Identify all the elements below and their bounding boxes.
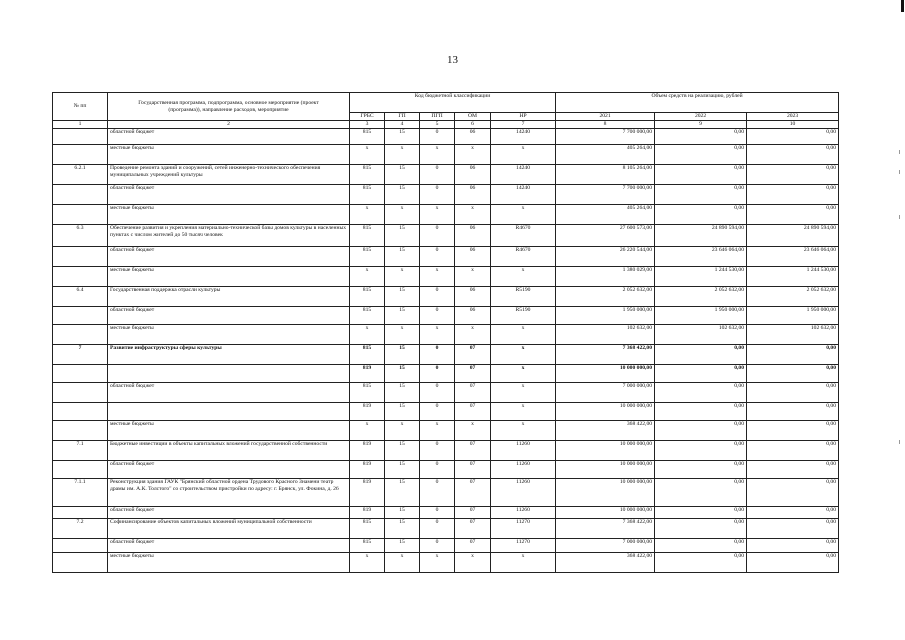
cell-grbs: 815 [350, 383, 385, 403]
cell-om: 07 [455, 461, 491, 479]
cell-nr: х [491, 145, 556, 165]
cell-num [53, 129, 108, 145]
page-number: 13 [447, 54, 458, 66]
cell-y2021: 10 000 000,00 [556, 403, 655, 421]
budget-table [52, 92, 839, 573]
cell-gp: 15 [385, 287, 420, 307]
header-name [108, 93, 350, 121]
header-nr: НР [491, 113, 556, 121]
scan-artifact [899, 440, 900, 444]
cell-om: 06 [455, 165, 491, 185]
cell-gp: х [385, 205, 420, 225]
cell-y2021: 368 422,00 [556, 421, 655, 441]
cell-y2023: 2 052 632,00 [747, 287, 839, 307]
cell-pgp: х [420, 145, 455, 165]
cell-nr: х [491, 421, 556, 441]
cell-om: 06 [455, 225, 491, 247]
cell-pgp: 0 [420, 365, 455, 383]
cell-gp: 15 [385, 225, 420, 247]
cell-grbs: 815 [350, 165, 385, 185]
cell-grbs: 819 [350, 365, 385, 383]
cell-gp: х [385, 267, 420, 287]
cell-grbs: 815 [350, 129, 385, 145]
cell-num [53, 307, 108, 325]
cell-name: Реконструкция здания ГАУК "Брянский областной ордена Трудового Красного Знамени театр драмы им. А.К. Толстого" со строительством пристройки по адресу: г. Брянск, ул. Фокина, д. 26 [108, 479, 350, 507]
cell-y2023: 0,00 [747, 205, 839, 225]
cell-y2023: 102 632,00 [747, 325, 839, 345]
col-index: 4 [385, 121, 420, 129]
cell-om: 07 [455, 519, 491, 539]
table-row [53, 519, 839, 539]
cell-y2021: 405 264,00 [556, 205, 655, 225]
cell-gp: х [385, 145, 420, 165]
cell-om: 07 [455, 365, 491, 383]
cell-y2023: 0,00 [747, 403, 839, 421]
cell-grbs: 819 [350, 479, 385, 507]
cell-y2022: 0,00 [655, 519, 747, 539]
cell-om: х [455, 421, 491, 441]
cell-y2022: 0,00 [655, 461, 747, 479]
cell-name: областной бюджет [108, 247, 350, 267]
cell-num: 7.1 [53, 441, 108, 461]
table-row [53, 553, 839, 573]
header-2023: 2023 [747, 113, 839, 121]
cell-gp: 15 [385, 129, 420, 145]
cell-y2021: 7 000 000,00 [556, 539, 655, 553]
cell-name: Проведение ремонта зданий и сооружений, сетей инженерно-технического обеспечения муниципальных учреждений культуры [108, 165, 350, 185]
cell-y2021: 7 368 422,00 [556, 519, 655, 539]
cell-y2021: 368 422,00 [556, 553, 655, 573]
col-index: 2 [108, 121, 350, 129]
cell-num [53, 365, 108, 383]
cell-y2021: 1 380 029,00 [556, 267, 655, 287]
scan-edge-mark [901, 0, 904, 12]
cell-y2021: 1 950 000,00 [556, 307, 655, 325]
cell-name: областной бюджет [108, 507, 350, 519]
cell-gp: 15 [385, 461, 420, 479]
cell-y2021: 26 220 544,00 [556, 247, 655, 267]
cell-gp: 15 [385, 441, 420, 461]
col-index: 1 [53, 121, 108, 129]
cell-pgp: 0 [420, 507, 455, 519]
cell-y2023: 0,00 [747, 507, 839, 519]
cell-nr: R5190 [491, 287, 556, 307]
cell-y2021: 10 000 000,00 [556, 479, 655, 507]
cell-gp: 15 [385, 345, 420, 365]
cell-y2022: 0,00 [655, 383, 747, 403]
cell-grbs: 815 [350, 307, 385, 325]
cell-grbs: 819 [350, 461, 385, 479]
cell-num [53, 205, 108, 225]
table-row [53, 403, 839, 421]
cell-y2022: 0,00 [655, 507, 747, 519]
cell-y2022: 0,00 [655, 205, 747, 225]
cell-y2021: 27 600 573,00 [556, 225, 655, 247]
cell-y2022: 24 890 594,00 [655, 225, 747, 247]
cell-y2022: 2 052 632,00 [655, 287, 747, 307]
cell-om: 07 [455, 345, 491, 365]
col-index: 6 [455, 121, 491, 129]
header-code: Код бюджетной классификации [350, 93, 556, 113]
cell-grbs: 815 [350, 287, 385, 307]
cell-grbs: 819 [350, 441, 385, 461]
cell-num: 6.3 [53, 225, 108, 247]
cell-y2023: 0,00 [747, 383, 839, 403]
cell-nr: 14240 [491, 165, 556, 185]
header-name-line1: Государственная программа, подпрограмма, основное мероприятие (проект [138, 99, 319, 106]
cell-name: областной бюджет [108, 129, 350, 145]
cell-y2022: 0,00 [655, 441, 747, 461]
cell-om: 06 [455, 307, 491, 325]
cell-y2023: 0,00 [747, 539, 839, 553]
cell-y2021: 2 052 632,00 [556, 287, 655, 307]
col-index: 8 [556, 121, 655, 129]
cell-y2022: 0,00 [655, 185, 747, 205]
header-row-main [53, 93, 839, 113]
header-amount: Объем средств на реализацию, рублей [556, 93, 839, 113]
scan-artifact [899, 170, 900, 174]
scan-artifact [899, 215, 900, 219]
cell-name: Государственная поддержка отрасли культуры [108, 287, 350, 307]
cell-y2023: 0,00 [747, 345, 839, 365]
table-row [53, 441, 839, 461]
cell-nr: х [491, 267, 556, 287]
cell-nr: 11260 [491, 507, 556, 519]
cell-nr: х [491, 383, 556, 403]
cell-om: х [455, 553, 491, 573]
cell-grbs: х [350, 325, 385, 345]
cell-pgp: 0 [420, 519, 455, 539]
cell-y2021: 7 700 000,00 [556, 129, 655, 145]
cell-om: 07 [455, 383, 491, 403]
header-2022: 2022 [655, 113, 747, 121]
cell-y2023: 0,00 [747, 145, 839, 165]
cell-gp: х [385, 421, 420, 441]
cell-name: Обеспечение развития и укрепления материально-технической базы домов культуры в населенных пунктах с числом жителей до 50 тысяч человек [108, 225, 350, 247]
cell-y2022: 0,00 [655, 539, 747, 553]
cell-y2022: 0,00 [655, 553, 747, 573]
cell-grbs: 819 [350, 507, 385, 519]
cell-y2023: 0,00 [747, 461, 839, 479]
cell-name: местные бюджеты [108, 145, 350, 165]
cell-num: 6.4 [53, 287, 108, 307]
cell-y2022: 0,00 [655, 403, 747, 421]
cell-num: 7.2 [53, 519, 108, 539]
table-row [53, 185, 839, 205]
cell-grbs: х [350, 205, 385, 225]
cell-y2022: 102 632,00 [655, 325, 747, 345]
cell-nr: 11270 [491, 519, 556, 539]
cell-pgp: 0 [420, 247, 455, 267]
table-row [53, 383, 839, 403]
cell-y2022: 0,00 [655, 345, 747, 365]
cell-y2023: 0,00 [747, 441, 839, 461]
cell-num [53, 539, 108, 553]
cell-nr: 11260 [491, 479, 556, 507]
cell-pgp: 0 [420, 129, 455, 145]
cell-gp: 15 [385, 383, 420, 403]
cell-y2021: 7 700 000,00 [556, 185, 655, 205]
cell-y2023: 0,00 [747, 185, 839, 205]
header-gp: ГП [385, 113, 420, 121]
cell-grbs: 815 [350, 225, 385, 247]
cell-nr: R4670 [491, 247, 556, 267]
cell-name: местные бюджеты [108, 553, 350, 573]
cell-gp: 15 [385, 479, 420, 507]
cell-y2021: 102 632,00 [556, 325, 655, 345]
cell-nr: 14240 [491, 129, 556, 145]
table-row [53, 325, 839, 345]
cell-gp: х [385, 553, 420, 573]
cell-pgp: х [420, 325, 455, 345]
cell-pgp: 0 [420, 383, 455, 403]
cell-om: 07 [455, 479, 491, 507]
cell-grbs: х [350, 421, 385, 441]
cell-y2022: 0,00 [655, 365, 747, 383]
table-row [53, 307, 839, 325]
cell-pgp: 0 [420, 307, 455, 325]
header-om: ОМ [455, 113, 491, 121]
cell-grbs: 819 [350, 403, 385, 421]
cell-name: Софинансирование объектов капитальных вложений муниципальной собственности [108, 519, 350, 539]
cell-y2021: 7 368 422,00 [556, 345, 655, 365]
cell-grbs: 815 [350, 519, 385, 539]
cell-om: 07 [455, 539, 491, 553]
cell-y2022: 0,00 [655, 479, 747, 507]
cell-gp: 15 [385, 247, 420, 267]
cell-num: 7 [53, 345, 108, 365]
cell-y2021: 10 000 000,00 [556, 507, 655, 519]
table-row [53, 205, 839, 225]
cell-nr: х [491, 553, 556, 573]
cell-gp: 15 [385, 365, 420, 383]
col-index: 10 [747, 121, 839, 129]
cell-y2021: 10 000 000,00 [556, 461, 655, 479]
cell-name: областной бюджет [108, 307, 350, 325]
table-row [53, 225, 839, 247]
cell-y2022: 0,00 [655, 145, 747, 165]
cell-grbs: 815 [350, 345, 385, 365]
cell-pgp: 0 [420, 287, 455, 307]
cell-y2021: 8 105 264,00 [556, 165, 655, 185]
cell-y2021: 7 000 000,00 [556, 383, 655, 403]
cell-y2023: 24 890 594,00 [747, 225, 839, 247]
cell-y2022: 0,00 [655, 129, 747, 145]
cell-y2021: 405 264,00 [556, 145, 655, 165]
table-row [53, 539, 839, 553]
cell-gp: 15 [385, 307, 420, 325]
cell-num [53, 325, 108, 345]
header-num: № пп [53, 93, 108, 121]
cell-num [53, 267, 108, 287]
cell-y2022: 23 646 064,00 [655, 247, 747, 267]
cell-om: 07 [455, 507, 491, 519]
cell-num [53, 507, 108, 519]
table-row [53, 345, 839, 365]
cell-om: 06 [455, 247, 491, 267]
table-row [53, 421, 839, 441]
cell-nr: х [491, 325, 556, 345]
cell-num [53, 247, 108, 267]
cell-pgp: 0 [420, 479, 455, 507]
cell-om: х [455, 325, 491, 345]
cell-pgp: 0 [420, 225, 455, 247]
cell-name: местные бюджеты [108, 205, 350, 225]
cell-y2023: 0,00 [747, 519, 839, 539]
cell-pgp: 0 [420, 461, 455, 479]
table-body [53, 129, 839, 573]
cell-y2022: 1 950 000,00 [655, 307, 747, 325]
header-row-index [53, 121, 839, 129]
cell-y2021: 10 000 000,00 [556, 365, 655, 383]
table-row [53, 507, 839, 519]
cell-pgp: 0 [420, 185, 455, 205]
cell-y2023: 0,00 [747, 479, 839, 507]
cell-grbs: 815 [350, 247, 385, 267]
cell-gp: 15 [385, 403, 420, 421]
cell-nr: R4670 [491, 225, 556, 247]
scan-artifact [899, 150, 900, 154]
table-row [53, 247, 839, 267]
col-index: 3 [350, 121, 385, 129]
cell-name: областной бюджет [108, 383, 350, 403]
table-row [53, 287, 839, 307]
cell-pgp: 0 [420, 403, 455, 421]
cell-nr: 11270 [491, 539, 556, 553]
cell-pgp: х [420, 421, 455, 441]
cell-y2023: 1 244 530,00 [747, 267, 839, 287]
cell-name: областной бюджет [108, 185, 350, 205]
cell-num [53, 145, 108, 165]
table-row [53, 365, 839, 383]
cell-nr: 11260 [491, 441, 556, 461]
table-row [53, 145, 839, 165]
cell-pgp: 0 [420, 539, 455, 553]
cell-pgp: 0 [420, 345, 455, 365]
cell-y2023: 0,00 [747, 365, 839, 383]
cell-pgp: 0 [420, 441, 455, 461]
cell-y2022: 0,00 [655, 165, 747, 185]
cell-num [53, 421, 108, 441]
header-2021: 2021 [556, 113, 655, 121]
col-index: 9 [655, 121, 747, 129]
cell-gp: 15 [385, 507, 420, 519]
cell-num: 7.1.1 [53, 479, 108, 507]
cell-name: местные бюджеты [108, 325, 350, 345]
cell-name: Развитие инфраструктуры сферы культуры [108, 345, 350, 365]
cell-om: 06 [455, 185, 491, 205]
cell-num [53, 403, 108, 421]
cell-name: областной бюджет [108, 539, 350, 553]
cell-om: 07 [455, 403, 491, 421]
cell-y2023: 0,00 [747, 421, 839, 441]
cell-grbs: х [350, 267, 385, 287]
cell-grbs: 815 [350, 539, 385, 553]
cell-y2022: 0,00 [655, 421, 747, 441]
cell-y2022: 1 244 530,00 [655, 267, 747, 287]
cell-y2021: 10 000 000,00 [556, 441, 655, 461]
cell-y2023: 0,00 [747, 129, 839, 145]
cell-nr: 11260 [491, 461, 556, 479]
cell-nr: 14240 [491, 185, 556, 205]
cell-om: 06 [455, 287, 491, 307]
cell-grbs: х [350, 145, 385, 165]
cell-gp: х [385, 325, 420, 345]
cell-name [108, 365, 350, 383]
header-pgp: ПГП [420, 113, 455, 121]
cell-name [108, 403, 350, 421]
table-row [53, 461, 839, 479]
col-index: 5 [420, 121, 455, 129]
cell-om: 06 [455, 129, 491, 145]
cell-grbs: х [350, 553, 385, 573]
cell-nr: R5190 [491, 307, 556, 325]
cell-y2023: 0,00 [747, 553, 839, 573]
cell-om: х [455, 205, 491, 225]
cell-gp: 15 [385, 165, 420, 185]
cell-pgp: х [420, 267, 455, 287]
table-row [53, 479, 839, 507]
table-row [53, 165, 839, 185]
cell-name: местные бюджеты [108, 267, 350, 287]
cell-pgp: х [420, 205, 455, 225]
cell-name: местные бюджеты [108, 421, 350, 441]
cell-nr: х [491, 345, 556, 365]
header-grbs: ГРБС [350, 113, 385, 121]
cell-nr: х [491, 403, 556, 421]
cell-y2023: 23 646 064,00 [747, 247, 839, 267]
cell-om: 07 [455, 441, 491, 461]
cell-name: областной бюджет [108, 461, 350, 479]
cell-pgp: х [420, 553, 455, 573]
cell-om: х [455, 145, 491, 165]
cell-nr: х [491, 365, 556, 383]
cell-grbs: 815 [350, 185, 385, 205]
cell-gp: 15 [385, 539, 420, 553]
cell-om: х [455, 267, 491, 287]
cell-y2023: 0,00 [747, 165, 839, 185]
cell-nr: х [491, 205, 556, 225]
cell-num [53, 553, 108, 573]
cell-num: 6.2.1 [53, 165, 108, 185]
table-row [53, 267, 839, 287]
cell-gp: 15 [385, 185, 420, 205]
header-name-line2: (программа)), направление расходов, мероприятие [168, 106, 289, 113]
col-index: 7 [491, 121, 556, 129]
cell-name: Бюджетные инвестиции в объекты капитальных вложений государственной собственности [108, 441, 350, 461]
cell-num [53, 383, 108, 403]
cell-y2023: 1 950 000,00 [747, 307, 839, 325]
cell-num [53, 461, 108, 479]
cell-gp: 15 [385, 519, 420, 539]
cell-num [53, 185, 108, 205]
cell-pgp: 0 [420, 165, 455, 185]
table-row [53, 129, 839, 145]
